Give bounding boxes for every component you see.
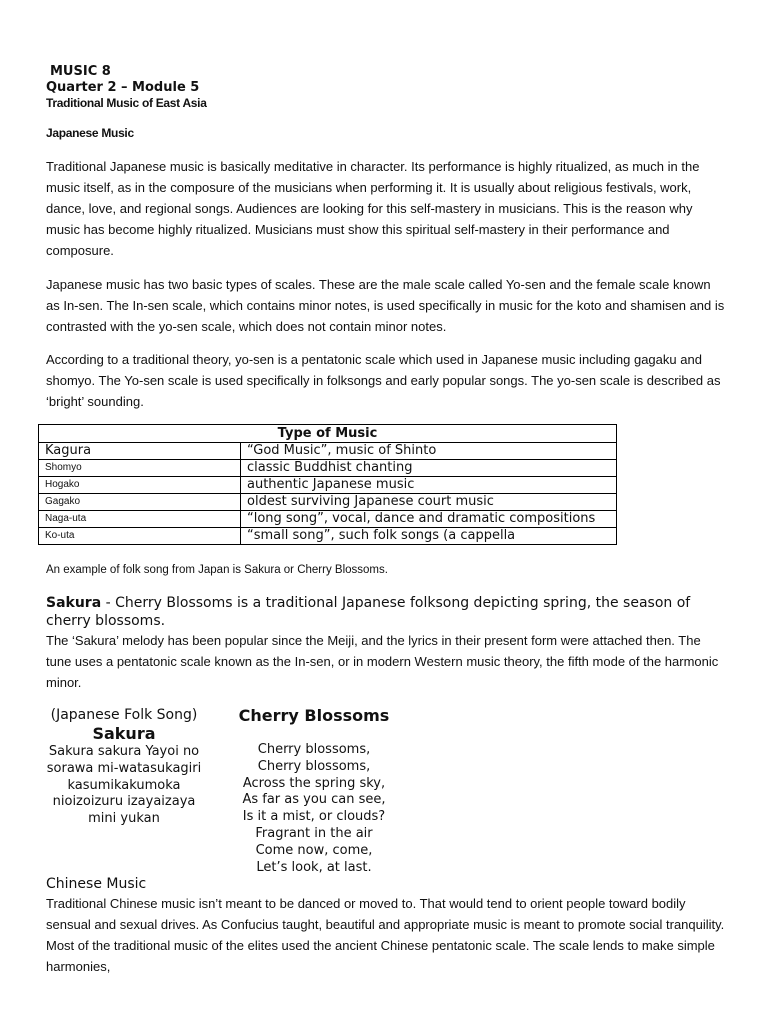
sakura-description (46, 594, 726, 630)
music-desc-cell: oldest surviving Japanese court music (241, 494, 617, 511)
lyric-line: Cherry blossoms, (257, 742, 371, 757)
lyric-line: Across the spring sky, (242, 775, 386, 791)
music-type-cell: Shomyo (39, 460, 241, 477)
lyric-line: nioizoizuru izayaizaya (52, 794, 196, 810)
folk-song-caption: An example of folk song from Japan is Sakura or Cherry Blossoms. (46, 564, 388, 576)
paragraph-chinese-music: Traditional Chinese music isn’t meant to be danced or moved to. That would tend to orient people toward bodily sensual and sexual drives. As Confucius taught, beautiful and appropriate music is meant to promote social tranquility. Most of the traditional music of the elites used the ancient Chinese pentatonic scale. The scale lends to make simple harmonies, (46, 896, 725, 974)
lyric-line: kasumikakumoka (67, 777, 181, 793)
music-desc-cell: “God Music”, music of Shinto (241, 443, 617, 460)
lyric-line: sorawa mi-watasukagiri (46, 760, 202, 776)
table-row (39, 494, 617, 511)
song-title-cherry-blossoms: Cherry Blossoms (238, 706, 390, 725)
sakura-bold-label: Sakura (46, 595, 102, 611)
lyric-line: mini yukan (88, 811, 160, 827)
lyric-line: Is it a mist, or clouds? (242, 809, 386, 825)
lyric-line: Let’s look, at last. (256, 859, 372, 875)
section-heading-japanese-music: Japanese Music (46, 126, 134, 140)
song-subtitle: (Japanese Folk Song) (50, 707, 198, 723)
table-row (39, 443, 617, 460)
table-row (39, 528, 617, 545)
cherry-blossoms-lyrics-column (232, 706, 396, 876)
song-title-sakura: Sakura (92, 724, 156, 743)
sakura-description-text: - Cherry Blossoms is a traditional Japanese folksong depicting spring, the season of cherry blossoms. (46, 595, 691, 629)
table-row (39, 511, 617, 528)
music-type-cell: Kagura (39, 443, 241, 460)
sakura-lyrics-column (40, 706, 208, 828)
table-row (39, 477, 617, 494)
quarter-module: Quarter 2 – Module 5 (46, 80, 200, 95)
music-desc-cell: “small song”, such folk songs (a cappella (241, 528, 617, 545)
paragraph-yo-sen: According to a traditional theory, yo-sen is a pentatonic scale which used in Japanese music including gagaku and shomyo. The Yo-sen scale is used specifically in folksongs and early popular songs. The yo-sen scale is described as ‘bright’ sounding. (46, 352, 721, 409)
music-type-cell: Hogako (39, 477, 241, 494)
table-header: Type of Music (39, 425, 617, 443)
topic-title: Traditional Music of East Asia (46, 96, 207, 110)
music-type-cell: Naga-uta (39, 511, 241, 528)
type-of-music-table (38, 424, 617, 545)
lyric-line: Sakura sakura Yayoi no (48, 744, 200, 759)
lyric-line: Come now, come, (255, 842, 373, 858)
music-type-cell: Gagako (39, 494, 241, 511)
music-desc-cell: authentic Japanese music (241, 477, 617, 494)
music-type-cell: Ko-uta (39, 528, 241, 545)
paragraph-scales: Japanese music has two basic types of scales. These are the male scale called Yo-sen and the female scale known as In-sen. The In-sen scale, which contains minor notes, is used specifically in music for the koto and shamisen and is contrasted with the yo-sen scale, which does not contain minor notes. (46, 277, 725, 334)
table-row (39, 460, 617, 477)
paragraph-sakura-melody: The ‘Sakura’ melody has been popular since the Meiji, and the lyrics in their present form were attached then. The tune uses a pentatonic scale known as the In-sen, or in modern Western music theory, the fifth mode of the harmonic minor. (46, 633, 719, 690)
music-desc-cell: “long song”, vocal, dance and dramatic compositions (241, 511, 617, 528)
paragraph-japanese-intro: Traditional Japanese music is basically meditative in character. Its performance is highly ritualized, as much in the music itself, as in the composure of the musicians when performing it. It is usually about religious festivals, work, dance, love, and regional songs. Audiences are looking for this self-mastery in musicians. This is the reason why music has become highly ritualized. Musicians must show this spiritual self-mastery in their performance and composure. (46, 159, 700, 258)
section-heading-chinese-music: Chinese Music (46, 876, 147, 892)
music-desc-cell: classic Buddhist chanting (241, 460, 617, 477)
lyric-line: Fragrant in the air (255, 825, 373, 841)
lyric-line: Cherry blossoms, (257, 758, 371, 774)
lyric-line: As far as you can see, (242, 792, 386, 808)
table-header-row (39, 425, 617, 443)
course-title: MUSIC 8 (50, 64, 111, 79)
